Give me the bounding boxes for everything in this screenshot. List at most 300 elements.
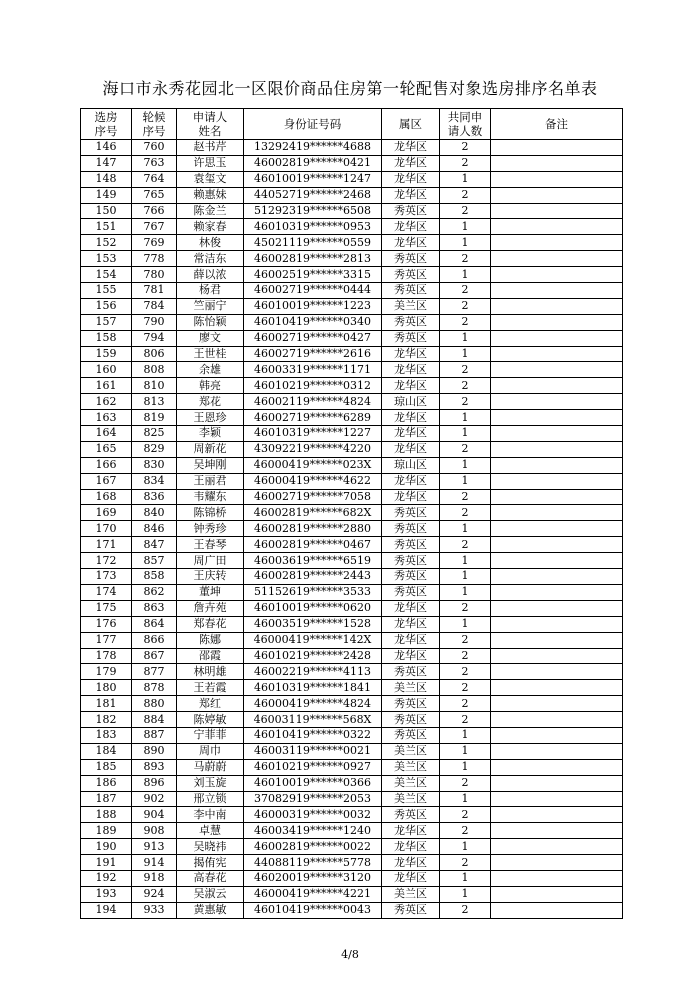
cell-selection-no: 159 bbox=[81, 346, 132, 362]
cell-applicant-name: 王丽君 bbox=[177, 473, 244, 489]
cell-applicant-name: 李颖 bbox=[177, 426, 244, 442]
table-row bbox=[81, 410, 623, 426]
cell-applicant-name: 邢立锁 bbox=[177, 791, 244, 807]
cell-queue-no: 893 bbox=[132, 759, 177, 775]
cell-co-applicants: 2 bbox=[440, 441, 491, 457]
cell-remarks bbox=[491, 473, 623, 489]
cell-co-applicants: 1 bbox=[440, 791, 491, 807]
cell-queue-no: 846 bbox=[132, 521, 177, 537]
cell-co-applicants: 2 bbox=[440, 807, 491, 823]
cell-applicant-name: 王恩珍 bbox=[177, 410, 244, 426]
cell-co-applicants: 1 bbox=[440, 521, 491, 537]
cell-selection-no: 169 bbox=[81, 505, 132, 521]
cell-district: 龙华区 bbox=[382, 855, 440, 871]
cell-applicant-name: 林明雄 bbox=[177, 664, 244, 680]
cell-queue-no: 896 bbox=[132, 775, 177, 791]
cell-co-applicants: 1 bbox=[440, 171, 491, 187]
cell-district: 美兰区 bbox=[382, 298, 440, 314]
cell-selection-no: 191 bbox=[81, 855, 132, 871]
cell-remarks bbox=[491, 712, 623, 728]
cell-co-applicants: 2 bbox=[440, 298, 491, 314]
cell-applicant-name: 李中南 bbox=[177, 807, 244, 823]
cell-selection-no: 153 bbox=[81, 251, 132, 267]
table-row bbox=[81, 457, 623, 473]
cell-queue-no: 836 bbox=[132, 489, 177, 505]
table-row bbox=[81, 171, 623, 187]
table-row bbox=[81, 616, 623, 632]
cell-remarks bbox=[491, 521, 623, 537]
cell-district: 秀英区 bbox=[382, 521, 440, 537]
header-applicant-name: 申请人 姓名 bbox=[177, 109, 244, 140]
table-row bbox=[81, 187, 623, 203]
cell-applicant-name: 宁菲菲 bbox=[177, 727, 244, 743]
cell-remarks bbox=[491, 569, 623, 585]
cell-applicant-name: 马蔚蔚 bbox=[177, 759, 244, 775]
cell-remarks bbox=[491, 584, 623, 600]
cell-id-number: 46002719******7058 bbox=[244, 489, 382, 505]
cell-district: 龙华区 bbox=[382, 362, 440, 378]
cell-selection-no: 156 bbox=[81, 298, 132, 314]
table-row bbox=[81, 489, 623, 505]
cell-queue-no: 830 bbox=[132, 457, 177, 473]
cell-remarks bbox=[491, 251, 623, 267]
cell-remarks bbox=[491, 505, 623, 521]
cell-district: 龙华区 bbox=[382, 632, 440, 648]
table-row bbox=[81, 712, 623, 728]
cell-id-number: 46010419******0322 bbox=[244, 727, 382, 743]
cell-selection-no: 148 bbox=[81, 171, 132, 187]
cell-remarks bbox=[491, 171, 623, 187]
cell-district: 秀英区 bbox=[382, 584, 440, 600]
cell-co-applicants: 1 bbox=[440, 870, 491, 886]
cell-selection-no: 154 bbox=[81, 267, 132, 283]
table-row bbox=[81, 394, 623, 410]
table-row bbox=[81, 870, 623, 886]
cell-co-applicants: 2 bbox=[440, 378, 491, 394]
cell-applicant-name: 王若霞 bbox=[177, 680, 244, 696]
cell-queue-no: 858 bbox=[132, 569, 177, 585]
cell-applicant-name: 林俊 bbox=[177, 235, 244, 251]
cell-queue-no: 766 bbox=[132, 203, 177, 219]
cell-remarks bbox=[491, 394, 623, 410]
cell-district: 秀英区 bbox=[382, 553, 440, 569]
cell-queue-no: 760 bbox=[132, 140, 177, 156]
table-row bbox=[81, 553, 623, 569]
cell-id-number: 51292319******6508 bbox=[244, 203, 382, 219]
cell-remarks bbox=[491, 823, 623, 839]
cell-selection-no: 180 bbox=[81, 680, 132, 696]
cell-co-applicants: 1 bbox=[440, 267, 491, 283]
cell-remarks bbox=[491, 743, 623, 759]
cell-queue-no: 764 bbox=[132, 171, 177, 187]
table-row bbox=[81, 346, 623, 362]
cell-district: 琼山区 bbox=[382, 457, 440, 473]
table-row bbox=[81, 902, 623, 918]
cell-remarks bbox=[491, 426, 623, 442]
table-row bbox=[81, 886, 623, 902]
cell-selection-no: 193 bbox=[81, 886, 132, 902]
cell-selection-no: 158 bbox=[81, 330, 132, 346]
cell-id-number: 46010319******0953 bbox=[244, 219, 382, 235]
cell-id-number: 46002219******4113 bbox=[244, 664, 382, 680]
cell-remarks bbox=[491, 664, 623, 680]
cell-id-number: 44052719******2468 bbox=[244, 187, 382, 203]
cell-co-applicants: 1 bbox=[440, 569, 491, 585]
cell-co-applicants: 2 bbox=[440, 155, 491, 171]
cell-id-number: 46000319******0032 bbox=[244, 807, 382, 823]
cell-remarks bbox=[491, 457, 623, 473]
cell-remarks bbox=[491, 155, 623, 171]
cell-queue-no: 778 bbox=[132, 251, 177, 267]
cell-remarks bbox=[491, 696, 623, 712]
cell-co-applicants: 1 bbox=[440, 727, 491, 743]
table-row bbox=[81, 759, 623, 775]
cell-selection-no: 172 bbox=[81, 553, 132, 569]
cell-id-number: 46010219******0927 bbox=[244, 759, 382, 775]
cell-district: 美兰区 bbox=[382, 775, 440, 791]
table-row bbox=[81, 664, 623, 680]
cell-district: 秀英区 bbox=[382, 505, 440, 521]
table-body bbox=[81, 140, 623, 919]
cell-co-applicants: 2 bbox=[440, 187, 491, 203]
cell-district: 秀英区 bbox=[382, 712, 440, 728]
cell-queue-no: 890 bbox=[132, 743, 177, 759]
cell-applicant-name: 黄惠敏 bbox=[177, 902, 244, 918]
cell-remarks bbox=[491, 616, 623, 632]
cell-remarks bbox=[491, 791, 623, 807]
cell-remarks bbox=[491, 886, 623, 902]
table-row bbox=[81, 584, 623, 600]
cell-id-number: 46002719******6289 bbox=[244, 410, 382, 426]
cell-district: 秀英区 bbox=[382, 537, 440, 553]
cell-district: 美兰区 bbox=[382, 886, 440, 902]
cell-district: 龙华区 bbox=[382, 473, 440, 489]
cell-co-applicants: 1 bbox=[440, 473, 491, 489]
cell-district: 秀英区 bbox=[382, 696, 440, 712]
cell-remarks bbox=[491, 346, 623, 362]
cell-co-applicants: 2 bbox=[440, 140, 491, 156]
table-row bbox=[81, 839, 623, 855]
cell-selection-no: 163 bbox=[81, 410, 132, 426]
cell-co-applicants: 1 bbox=[440, 743, 491, 759]
table-row bbox=[81, 219, 623, 235]
cell-remarks bbox=[491, 775, 623, 791]
table-row bbox=[81, 298, 623, 314]
cell-applicant-name: 许思玉 bbox=[177, 155, 244, 171]
cell-district: 秀英区 bbox=[382, 902, 440, 918]
cell-co-applicants: 2 bbox=[440, 680, 491, 696]
cell-applicant-name: 郑花 bbox=[177, 394, 244, 410]
cell-selection-no: 168 bbox=[81, 489, 132, 505]
cell-selection-no: 178 bbox=[81, 648, 132, 664]
cell-remarks bbox=[491, 807, 623, 823]
cell-remarks bbox=[491, 314, 623, 330]
cell-id-number: 46003119******568X bbox=[244, 712, 382, 728]
cell-queue-no: 794 bbox=[132, 330, 177, 346]
cell-applicant-name: 赖家春 bbox=[177, 219, 244, 235]
cell-district: 秀英区 bbox=[382, 203, 440, 219]
cell-selection-no: 183 bbox=[81, 727, 132, 743]
cell-queue-no: 847 bbox=[132, 537, 177, 553]
cell-queue-no: 769 bbox=[132, 235, 177, 251]
cell-id-number: 46002819******0467 bbox=[244, 537, 382, 553]
cell-selection-no: 177 bbox=[81, 632, 132, 648]
cell-selection-no: 187 bbox=[81, 791, 132, 807]
cell-queue-no: 880 bbox=[132, 696, 177, 712]
cell-id-number: 45021119******0559 bbox=[244, 235, 382, 251]
cell-co-applicants: 2 bbox=[440, 362, 491, 378]
cell-applicant-name: 周巾 bbox=[177, 743, 244, 759]
cell-co-applicants: 2 bbox=[440, 712, 491, 728]
cell-co-applicants: 2 bbox=[440, 537, 491, 553]
table-row bbox=[81, 823, 623, 839]
cell-selection-no: 174 bbox=[81, 584, 132, 600]
cell-id-number: 46002819******682X bbox=[244, 505, 382, 521]
cell-co-applicants: 2 bbox=[440, 505, 491, 521]
cell-id-number: 46003319******1171 bbox=[244, 362, 382, 378]
cell-id-number: 46020019******3120 bbox=[244, 870, 382, 886]
cell-applicant-name: 陈娜 bbox=[177, 632, 244, 648]
cell-queue-no: 767 bbox=[132, 219, 177, 235]
cell-queue-no: 840 bbox=[132, 505, 177, 521]
cell-applicant-name: 揭侑宪 bbox=[177, 855, 244, 871]
cell-district: 秀英区 bbox=[382, 267, 440, 283]
cell-queue-no: 924 bbox=[132, 886, 177, 902]
cell-remarks bbox=[491, 680, 623, 696]
cell-selection-no: 182 bbox=[81, 712, 132, 728]
table-row bbox=[81, 441, 623, 457]
cell-co-applicants: 2 bbox=[440, 489, 491, 505]
cell-queue-no: 857 bbox=[132, 553, 177, 569]
cell-applicant-name: 钟秀珍 bbox=[177, 521, 244, 537]
header-remarks: 备注 bbox=[491, 109, 623, 140]
table-row bbox=[81, 648, 623, 664]
table-row bbox=[81, 569, 623, 585]
cell-co-applicants: 1 bbox=[440, 410, 491, 426]
cell-remarks bbox=[491, 537, 623, 553]
table-row bbox=[81, 473, 623, 489]
cell-selection-no: 181 bbox=[81, 696, 132, 712]
cell-id-number: 46010319******1227 bbox=[244, 426, 382, 442]
cell-applicant-name: 郑春花 bbox=[177, 616, 244, 632]
cell-queue-no: 918 bbox=[132, 870, 177, 886]
cell-remarks bbox=[491, 759, 623, 775]
cell-id-number: 51152619******3533 bbox=[244, 584, 382, 600]
cell-selection-no: 179 bbox=[81, 664, 132, 680]
table-row bbox=[81, 362, 623, 378]
cell-selection-no: 186 bbox=[81, 775, 132, 791]
cell-queue-no: 902 bbox=[132, 791, 177, 807]
table-row bbox=[81, 775, 623, 791]
cell-queue-no: 834 bbox=[132, 473, 177, 489]
cell-remarks bbox=[491, 203, 623, 219]
header-co-applicants: 共同申 请人数 bbox=[440, 109, 491, 140]
cell-id-number: 46000419******023X bbox=[244, 457, 382, 473]
cell-applicant-name: 卓慧 bbox=[177, 823, 244, 839]
cell-queue-no: 829 bbox=[132, 441, 177, 457]
cell-co-applicants: 2 bbox=[440, 855, 491, 871]
cell-co-applicants: 1 bbox=[440, 616, 491, 632]
table-row bbox=[81, 743, 623, 759]
cell-queue-no: 781 bbox=[132, 283, 177, 299]
header-selection-no: 选房 序号 bbox=[81, 109, 132, 140]
cell-selection-no: 147 bbox=[81, 155, 132, 171]
cell-queue-no: 819 bbox=[132, 410, 177, 426]
cell-applicant-name: 韦耀东 bbox=[177, 489, 244, 505]
cell-id-number: 46002119******4824 bbox=[244, 394, 382, 410]
cell-district: 秀英区 bbox=[382, 664, 440, 680]
cell-co-applicants: 1 bbox=[440, 886, 491, 902]
cell-selection-no: 192 bbox=[81, 870, 132, 886]
cell-district: 龙华区 bbox=[382, 441, 440, 457]
cell-co-applicants: 1 bbox=[440, 346, 491, 362]
document-title: 海口市永秀花园北一区限价商品住房第一轮配售对象选房排序名单表 bbox=[102, 79, 598, 98]
cell-co-applicants: 2 bbox=[440, 314, 491, 330]
cell-applicant-name: 王庆转 bbox=[177, 569, 244, 585]
cell-selection-no: 157 bbox=[81, 314, 132, 330]
cell-remarks bbox=[491, 441, 623, 457]
cell-selection-no: 161 bbox=[81, 378, 132, 394]
cell-id-number: 46000419******4622 bbox=[244, 473, 382, 489]
header-district: 属区 bbox=[382, 109, 440, 140]
cell-selection-no: 150 bbox=[81, 203, 132, 219]
cell-id-number: 43092219******4220 bbox=[244, 441, 382, 457]
cell-queue-no: 866 bbox=[132, 632, 177, 648]
cell-district: 龙华区 bbox=[382, 410, 440, 426]
cell-id-number: 46010319******1841 bbox=[244, 680, 382, 696]
cell-district: 秀英区 bbox=[382, 330, 440, 346]
cell-id-number: 46002819******0022 bbox=[244, 839, 382, 855]
cell-remarks bbox=[491, 648, 623, 664]
table-row bbox=[81, 505, 623, 521]
cell-district: 龙华区 bbox=[382, 870, 440, 886]
cell-co-applicants: 1 bbox=[440, 235, 491, 251]
cell-id-number: 46010019******1223 bbox=[244, 298, 382, 314]
cell-id-number: 46002519******3315 bbox=[244, 267, 382, 283]
cell-id-number: 46010019******1247 bbox=[244, 171, 382, 187]
table-header-row bbox=[81, 109, 623, 140]
cell-district: 秀英区 bbox=[382, 283, 440, 299]
cell-district: 龙华区 bbox=[382, 235, 440, 251]
cell-applicant-name: 竺丽宁 bbox=[177, 298, 244, 314]
cell-remarks bbox=[491, 267, 623, 283]
cell-queue-no: 887 bbox=[132, 727, 177, 743]
cell-co-applicants: 2 bbox=[440, 283, 491, 299]
cell-applicant-name: 廖文 bbox=[177, 330, 244, 346]
cell-district: 龙华区 bbox=[382, 378, 440, 394]
cell-selection-no: 162 bbox=[81, 394, 132, 410]
table-row bbox=[81, 791, 623, 807]
cell-queue-no: 914 bbox=[132, 855, 177, 871]
cell-applicant-name: 刘玉旋 bbox=[177, 775, 244, 791]
cell-queue-no: 913 bbox=[132, 839, 177, 855]
cell-applicant-name: 赵书芹 bbox=[177, 140, 244, 156]
cell-selection-no: 185 bbox=[81, 759, 132, 775]
table-row bbox=[81, 267, 623, 283]
cell-selection-no: 194 bbox=[81, 902, 132, 918]
cell-remarks bbox=[491, 553, 623, 569]
cell-remarks bbox=[491, 870, 623, 886]
cell-selection-no: 190 bbox=[81, 839, 132, 855]
cell-id-number: 46000419******4824 bbox=[244, 696, 382, 712]
cell-id-number: 46010219******0312 bbox=[244, 378, 382, 394]
cell-queue-no: 933 bbox=[132, 902, 177, 918]
cell-district: 秀英区 bbox=[382, 569, 440, 585]
cell-district: 美兰区 bbox=[382, 680, 440, 696]
cell-queue-no: 810 bbox=[132, 378, 177, 394]
cell-selection-no: 149 bbox=[81, 187, 132, 203]
cell-selection-no: 175 bbox=[81, 600, 132, 616]
allocation-table bbox=[80, 108, 623, 919]
cell-queue-no: 765 bbox=[132, 187, 177, 203]
cell-co-applicants: 2 bbox=[440, 251, 491, 267]
cell-selection-no: 165 bbox=[81, 441, 132, 457]
cell-district: 龙华区 bbox=[382, 140, 440, 156]
cell-selection-no: 171 bbox=[81, 537, 132, 553]
cell-remarks bbox=[491, 489, 623, 505]
cell-id-number: 46002719******0444 bbox=[244, 283, 382, 299]
cell-selection-no: 184 bbox=[81, 743, 132, 759]
table-row bbox=[81, 314, 623, 330]
cell-id-number: 46003619******6519 bbox=[244, 553, 382, 569]
cell-co-applicants: 2 bbox=[440, 696, 491, 712]
cell-district: 龙华区 bbox=[382, 171, 440, 187]
table-row bbox=[81, 235, 623, 251]
cell-district: 龙华区 bbox=[382, 187, 440, 203]
cell-remarks bbox=[491, 839, 623, 855]
cell-co-applicants: 2 bbox=[440, 823, 491, 839]
cell-district: 美兰区 bbox=[382, 743, 440, 759]
cell-queue-no: 864 bbox=[132, 616, 177, 632]
cell-co-applicants: 1 bbox=[440, 759, 491, 775]
table-row bbox=[81, 140, 623, 156]
cell-co-applicants: 2 bbox=[440, 664, 491, 680]
cell-applicant-name: 陈锦桥 bbox=[177, 505, 244, 521]
cell-applicant-name: 杨君 bbox=[177, 283, 244, 299]
cell-id-number: 46003119******0021 bbox=[244, 743, 382, 759]
cell-remarks bbox=[491, 219, 623, 235]
cell-remarks bbox=[491, 632, 623, 648]
cell-id-number: 13292419******4688 bbox=[244, 140, 382, 156]
cell-selection-no: 164 bbox=[81, 426, 132, 442]
cell-applicant-name: 陈怡颖 bbox=[177, 314, 244, 330]
table-row bbox=[81, 521, 623, 537]
cell-co-applicants: 1 bbox=[440, 839, 491, 855]
cell-queue-no: 806 bbox=[132, 346, 177, 362]
cell-queue-no: 862 bbox=[132, 584, 177, 600]
cell-id-number: 46010419******0043 bbox=[244, 902, 382, 918]
page-number: 4/8 bbox=[341, 948, 359, 961]
table-row bbox=[81, 600, 623, 616]
cell-remarks bbox=[491, 298, 623, 314]
cell-queue-no: 863 bbox=[132, 600, 177, 616]
table-row bbox=[81, 727, 623, 743]
cell-district: 龙华区 bbox=[382, 489, 440, 505]
cell-district: 龙华区 bbox=[382, 648, 440, 664]
cell-queue-no: 790 bbox=[132, 314, 177, 330]
cell-id-number: 46010219******2428 bbox=[244, 648, 382, 664]
cell-applicant-name: 陈金兰 bbox=[177, 203, 244, 219]
cell-queue-no: 813 bbox=[132, 394, 177, 410]
cell-district: 龙华区 bbox=[382, 219, 440, 235]
table-row bbox=[81, 807, 623, 823]
cell-co-applicants: 2 bbox=[440, 775, 491, 791]
cell-id-number: 46002819******2880 bbox=[244, 521, 382, 537]
cell-remarks bbox=[491, 283, 623, 299]
cell-district: 龙华区 bbox=[382, 346, 440, 362]
cell-district: 龙华区 bbox=[382, 839, 440, 855]
cell-co-applicants: 1 bbox=[440, 584, 491, 600]
